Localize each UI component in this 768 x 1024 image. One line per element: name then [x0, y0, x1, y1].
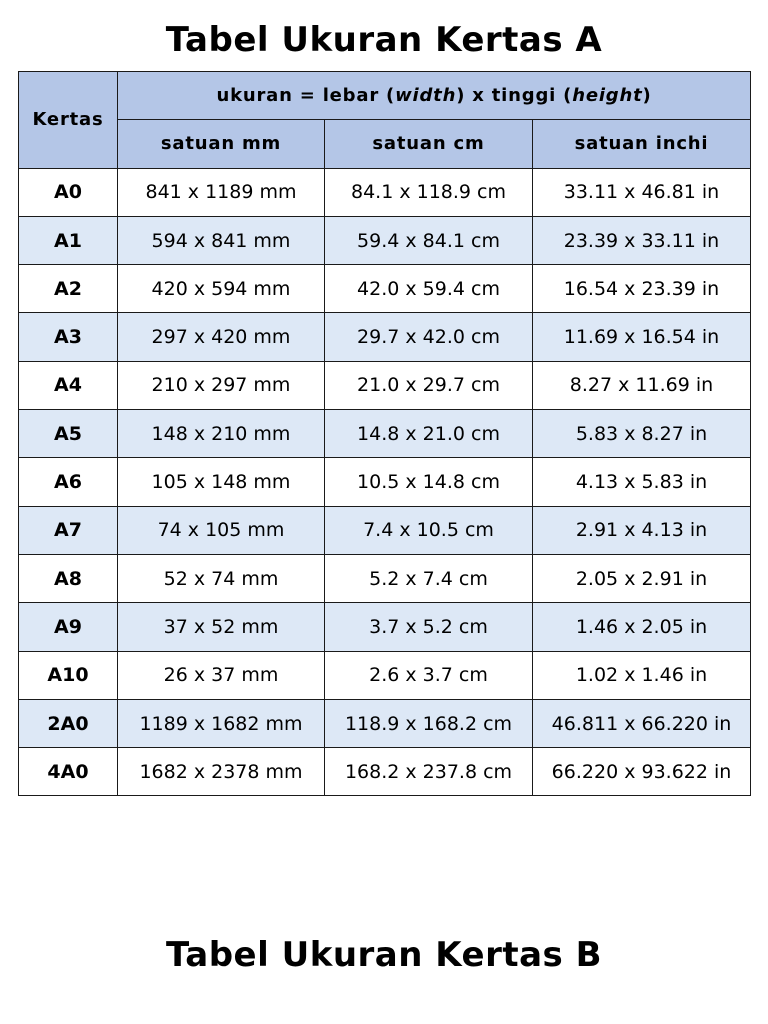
size-cm-cell: 3.7 x 5.2 cm — [325, 603, 533, 651]
size-mm-cell: 105 x 148 mm — [118, 458, 325, 506]
header-kertas: Kertas — [19, 72, 118, 169]
header-height-word: height — [572, 85, 643, 107]
size-mm-cell: 420 x 594 mm — [118, 265, 325, 313]
size-cm-cell: 29.7 x 42.0 cm — [325, 313, 533, 361]
size-mm-cell: 37 x 52 mm — [118, 603, 325, 651]
table-row — [19, 168, 751, 216]
table-row — [19, 361, 751, 409]
size-cm-cell: 5.2 x 7.4 cm — [325, 554, 533, 602]
size-cm-cell: 21.0 x 29.7 cm — [325, 361, 533, 409]
size-cm-cell: 42.0 x 59.4 cm — [325, 265, 533, 313]
paper-size-name: A8 — [19, 554, 118, 602]
size-cm-cell: 168.2 x 237.8 cm — [325, 748, 533, 796]
table-row — [19, 748, 751, 796]
size-mm-cell: 210 x 297 mm — [118, 361, 325, 409]
size-inch-cell: 2.05 x 2.91 in — [533, 554, 751, 602]
size-mm-cell: 148 x 210 mm — [118, 410, 325, 458]
size-cm-cell: 59.4 x 84.1 cm — [325, 216, 533, 264]
size-inch-cell: 66.220 x 93.622 in — [533, 748, 751, 796]
table-row — [19, 603, 751, 651]
size-mm-cell: 594 x 841 mm — [118, 216, 325, 264]
size-mm-cell: 1682 x 2378 mm — [118, 748, 325, 796]
size-cm-cell: 7.4 x 10.5 cm — [325, 506, 533, 554]
paper-size-name: A10 — [19, 651, 118, 699]
size-inch-cell: 16.54 x 23.39 in — [533, 265, 751, 313]
header-ukuran — [118, 72, 751, 120]
size-cm-cell: 84.1 x 118.9 cm — [325, 168, 533, 216]
size-inch-cell: 33.11 x 46.81 in — [533, 168, 751, 216]
table-row — [19, 265, 751, 313]
size-cm-cell: 10.5 x 14.8 cm — [325, 458, 533, 506]
paper-size-name: A5 — [19, 410, 118, 458]
paper-size-a-table — [18, 71, 751, 796]
paper-size-name: A7 — [19, 506, 118, 554]
size-inch-cell: 4.13 x 5.83 in — [533, 458, 751, 506]
size-cm-cell: 118.9 x 168.2 cm — [325, 699, 533, 747]
page-title-a: Tabel Ukuran Kertas A — [165, 20, 603, 60]
size-mm-cell: 26 x 37 mm — [118, 651, 325, 699]
paper-size-name: A9 — [19, 603, 118, 651]
table-row — [19, 458, 751, 506]
size-mm-cell: 841 x 1189 mm — [118, 168, 325, 216]
size-inch-cell: 1.46 x 2.05 in — [533, 603, 751, 651]
header-ukuran-middle: ) x tinggi ( — [456, 85, 573, 107]
size-cm-cell: 2.6 x 3.7 cm — [325, 651, 533, 699]
paper-size-name: A6 — [19, 458, 118, 506]
page-title-b: Tabel Ukuran Kertas B — [165, 935, 603, 975]
paper-size-name: 2A0 — [19, 699, 118, 747]
paper-size-name: A0 — [19, 168, 118, 216]
size-mm-cell: 297 x 420 mm — [118, 313, 325, 361]
size-mm-cell: 52 x 74 mm — [118, 554, 325, 602]
table-header — [19, 72, 751, 169]
size-inch-cell: 8.27 x 11.69 in — [533, 361, 751, 409]
size-mm-cell: 74 x 105 mm — [118, 506, 325, 554]
size-cm-cell: 14.8 x 21.0 cm — [325, 410, 533, 458]
paper-size-name: A2 — [19, 265, 118, 313]
size-inch-cell: 5.83 x 8.27 in — [533, 410, 751, 458]
table-row — [19, 554, 751, 602]
table-row — [19, 313, 751, 361]
header-satuan-inchi: satuan inchi — [533, 120, 751, 168]
paper-size-name: A3 — [19, 313, 118, 361]
header-satuan-mm: satuan mm — [118, 120, 325, 168]
header-ukuran-prefix: ukuran = lebar ( — [216, 85, 396, 107]
table-row — [19, 410, 751, 458]
table-body — [19, 168, 751, 796]
paper-size-name: 4A0 — [19, 748, 118, 796]
size-inch-cell: 2.91 x 4.13 in — [533, 506, 751, 554]
table-row — [19, 506, 751, 554]
header-satuan-cm: satuan cm — [325, 120, 533, 168]
paper-size-name: A1 — [19, 216, 118, 264]
size-mm-cell: 1189 x 1682 mm — [118, 699, 325, 747]
size-inch-cell: 1.02 x 1.46 in — [533, 651, 751, 699]
header-width-word: width — [395, 85, 457, 107]
table-row — [19, 651, 751, 699]
table-row — [19, 699, 751, 747]
size-inch-cell: 11.69 x 16.54 in — [533, 313, 751, 361]
table-row — [19, 216, 751, 264]
size-inch-cell: 46.811 x 66.220 in — [533, 699, 751, 747]
size-inch-cell: 23.39 x 33.11 in — [533, 216, 751, 264]
header-ukuran-suffix: ) — [642, 85, 652, 107]
paper-size-name: A4 — [19, 361, 118, 409]
